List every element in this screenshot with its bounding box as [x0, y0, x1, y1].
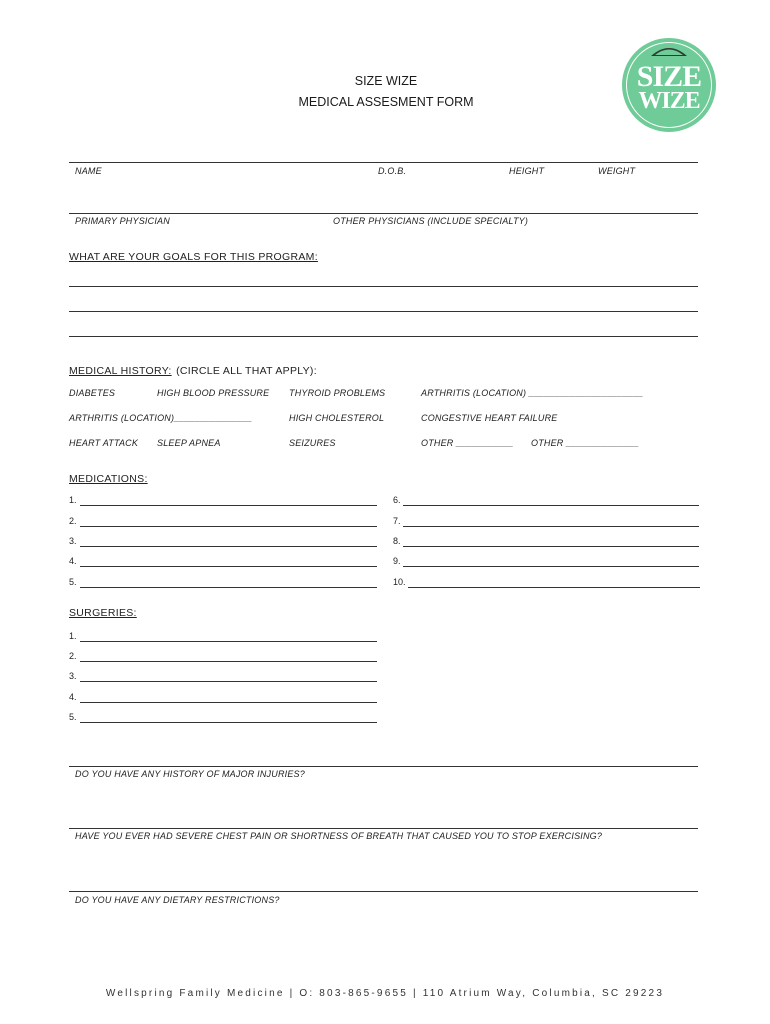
surgery-number: 3.	[69, 671, 77, 681]
medication-line[interactable]	[80, 505, 377, 506]
form-subtitle: MEDICAL ASSESMENT FORM	[298, 95, 474, 109]
dietary-question: DO YOU HAVE ANY DIETARY RESTRICTIONS?	[75, 895, 280, 905]
history-option[interactable]: ARTHRITIS (LOCATION)_______________	[69, 413, 253, 423]
medication-line[interactable]	[403, 505, 699, 506]
surgery-line[interactable]	[80, 641, 377, 642]
medical-history-heading: MEDICAL HISTORY:	[69, 365, 172, 377]
medication-number: 3.	[69, 536, 77, 546]
injuries-question: DO YOU HAVE ANY HISTORY OF MAJOR INJURIES?	[75, 769, 305, 779]
physician-row-line	[69, 213, 698, 214]
injuries-line	[69, 766, 698, 767]
history-option[interactable]: HIGH BLOOD PRESSURE	[157, 388, 270, 398]
primary-physician-label: PRIMARY PHYSICIAN	[75, 216, 170, 226]
history-option[interactable]: SEIZURES	[289, 438, 336, 448]
medication-number: 7.	[393, 516, 401, 526]
medication-line[interactable]	[80, 587, 377, 588]
medication-number: 2.	[69, 516, 77, 526]
history-option[interactable]: HEART ATTACK	[69, 438, 139, 448]
medication-line[interactable]	[80, 546, 377, 547]
scale-icon	[649, 44, 689, 58]
surgery-line[interactable]	[80, 681, 377, 682]
dietary-line	[69, 891, 698, 892]
form-title: SIZE WIZE	[354, 74, 418, 88]
medication-number: 5.	[69, 577, 77, 587]
goals-line-2[interactable]	[69, 311, 698, 312]
surgery-number: 2.	[69, 651, 77, 661]
medication-number: 6.	[393, 495, 401, 505]
surgeries-heading: SURGERIES:	[69, 607, 137, 619]
history-option[interactable]: ARTHRITIS (LOCATION) ______________________	[421, 388, 644, 398]
medications-heading: MEDICATIONS:	[69, 473, 148, 485]
medication-line[interactable]	[403, 566, 699, 567]
medication-number: 8.	[393, 536, 401, 546]
size-wize-logo	[622, 38, 716, 132]
history-option[interactable]: HIGH CHOLESTEROL	[289, 413, 385, 423]
medication-line[interactable]	[403, 526, 699, 527]
surgery-line[interactable]	[80, 722, 377, 723]
surgery-line[interactable]	[80, 702, 377, 703]
height-label: HEIGHT	[509, 166, 545, 176]
dob-label: D.O.B.	[378, 166, 407, 176]
medical-history-heading-row	[69, 361, 317, 379]
medication-line[interactable]	[403, 546, 699, 547]
history-option[interactable]: SLEEP APNEA	[157, 438, 221, 448]
medication-line[interactable]	[80, 566, 377, 567]
name-row-line	[69, 162, 698, 163]
chest-pain-line	[69, 828, 698, 829]
surgery-number: 5.	[69, 712, 77, 722]
medication-number: 10.	[393, 577, 406, 587]
medication-number: 1.	[69, 495, 77, 505]
logo-word-size: SIZE	[636, 60, 702, 93]
goals-line-1[interactable]	[69, 286, 698, 287]
history-option[interactable]: DIABETES	[69, 388, 116, 398]
history-option[interactable]: CONGESTIVE HEART FAILURE	[421, 413, 558, 423]
goals-line-3[interactable]	[69, 336, 698, 337]
logo-word-wize: WIZE	[638, 88, 700, 114]
history-option[interactable]: OTHER ___________	[421, 438, 514, 448]
medication-line[interactable]	[408, 587, 700, 588]
history-option[interactable]: OTHER ______________	[531, 438, 640, 448]
medication-line[interactable]	[80, 526, 377, 527]
other-physicians-label: OTHER PHYSICIANS (INCLUDE SPECIALTY)	[333, 216, 529, 226]
surgery-number: 1.	[69, 631, 77, 641]
goals-heading: WHAT ARE YOUR GOALS FOR THIS PROGRAM:	[69, 251, 318, 263]
chest-pain-question: HAVE YOU EVER HAD SEVERE CHEST PAIN OR SHORTNESS OF BREATH THAT CAUSED YOU TO STOP EXERCISING?	[75, 831, 603, 841]
name-label: NAME	[75, 166, 102, 176]
medication-number: 9.	[393, 556, 401, 566]
medication-number: 4.	[69, 556, 77, 566]
surgery-line[interactable]	[80, 661, 377, 662]
footer-contact: Wellspring Family Medicine | O: 803-865-9655 | 110 Atrium Way, Columbia, SC 29223	[105, 988, 665, 999]
surgery-number: 4.	[69, 692, 77, 702]
medical-history-note: (CIRCLE ALL THAT APPLY):	[176, 365, 317, 377]
history-option[interactable]: THYROID PROBLEMS	[289, 388, 386, 398]
weight-label: WEIGHT	[598, 166, 636, 176]
